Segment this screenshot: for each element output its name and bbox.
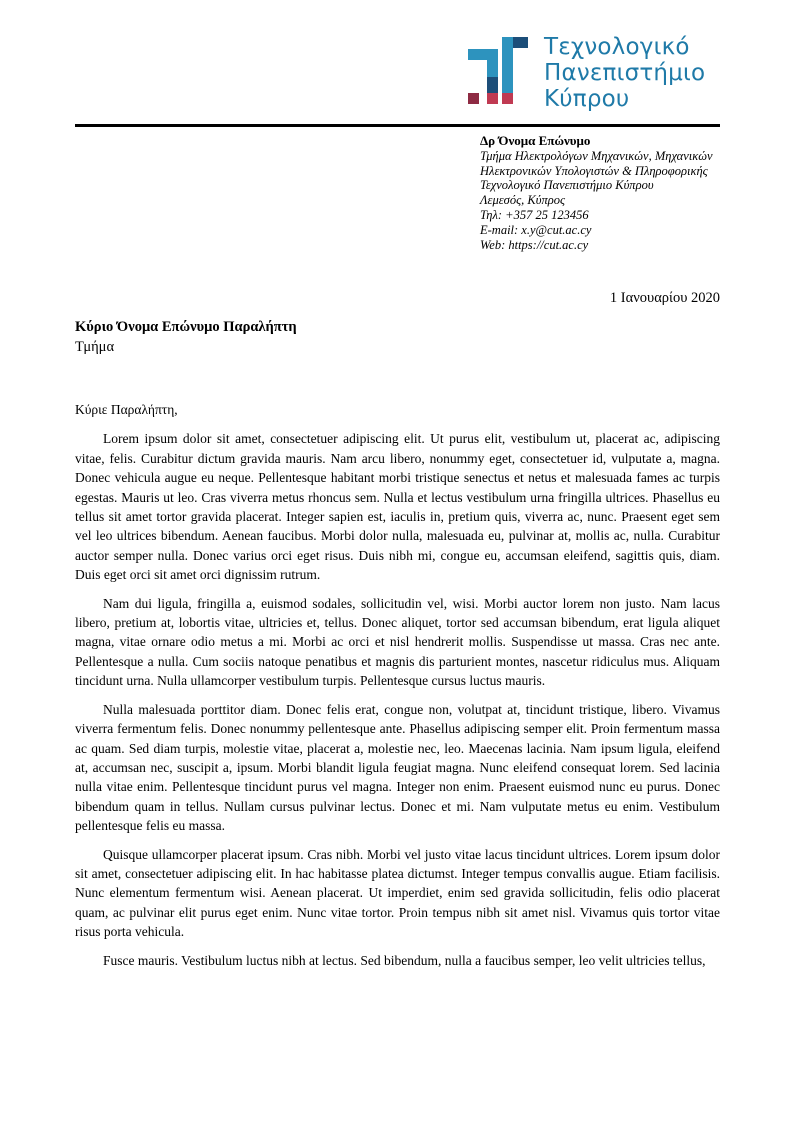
sender-university: Τεχνολογικό Πανεπιστήμιο Κύπρου bbox=[480, 178, 654, 193]
sender-department-line-1: Τμήμα Ηλεκτρολόγων Μηχανικών, Μηχανικών bbox=[480, 148, 713, 163]
sender-department-line-2: Ηλεκτρονικών Υπολογιστών & Πληροφορικής bbox=[480, 163, 708, 178]
recipient-name: Κύριο Όνομα Επώνυμο Παραλήπτη bbox=[75, 319, 297, 335]
letterhead bbox=[466, 30, 705, 112]
university-name-line-3: Κύπρου bbox=[544, 86, 630, 112]
sender-website: Web: https://cut.ac.cy bbox=[480, 237, 589, 252]
sender-email: E-mail: x.y@cut.ac.cy bbox=[480, 222, 592, 237]
body-paragraph-1: Lorem ipsum dolor sit amet, consectetuer adipiscing elit. Ut purus elit, vestibulum ut, placerat ac, adipiscing vitae, felis. Curabitur dictum gravida mauris. Nam arcu libero, nonummy eget, consectetuer id, vulputate a, magna. Donec vehicula augue eu neque. Pellentesque habitant morbi tristique senectus et netus et malesuada fames ac turpis egestas. Mauris ut leo. Cras viverra metus rhoncus sem. Nulla et lectus vestibulum urna fringilla ultrices. Phasellus eu tellus sit amet tortor gravida placerat. Integer sapien est, iaculis in, pretium quis, viverra ac, nunc. Praesent eget sem vel leo ultrices bibendum. Aenean faucibus. Morbi dolor nulla, malesuada eu, pulvinar at, mollis ac, nulla. Curabitur auctor semper nulla. Donec varius orci eget risus. Duis nibh mi, congue eu, accumsan eleifend, sagittis quis, diam. Duis eget orci sit amet orci dignissim rutrum. bbox=[75, 431, 720, 583]
body-paragraph-5: Fusce mauris. Vestibulum luctus nibh at lectus. Sed bibendum, nulla a faucibus semper, leo velit ultricies tellus, bbox=[103, 952, 706, 968]
sender-name: Δρ Όνομα Επώνυμο bbox=[480, 133, 591, 148]
sender-block bbox=[480, 134, 724, 252]
letter-body bbox=[75, 400, 720, 979]
letter-date: 1 Ιανουαρίου 2020 bbox=[609, 290, 720, 306]
body-paragraph-4: Quisque ullamcorper placerat ipsum. Cras nibh. Morbi vel justo vitae lacus tincidunt ultrices. Lorem ipsum dolor sit amet, consectetuer adipiscing elit. In hac habitasse platea dictumst. Integer tempus convallis augue. Etiam facilisis. Nunc elementum fermentum wisi. Aenean placerat. Ut imperdiet, enim sed gravida sollicitudin, felis odio placerat quam, ac pulvinar elit purus eget enim. Nunc vitae tortor. Proin tempus nibh sit amet nisl. Vivamus quis tortor vitae risus porta vehicula. bbox=[75, 846, 720, 940]
university-name-line-1: Τεχνολογικό bbox=[544, 34, 690, 60]
sender-location: Λεμεσός, Κύπρος bbox=[480, 193, 566, 208]
university-name bbox=[544, 30, 705, 112]
cut-logo-icon bbox=[466, 30, 530, 108]
salutation: Κύριε Παραλήπτη, bbox=[75, 402, 178, 417]
recipient-block bbox=[75, 317, 297, 357]
sender-phone: Τηλ: +357 25 123456 bbox=[480, 207, 589, 222]
header-divider bbox=[75, 124, 720, 127]
university-name-line-2: Πανεπιστήμιο bbox=[544, 60, 706, 86]
recipient-department: Τμήμα bbox=[75, 339, 115, 355]
body-paragraph-3: Nulla malesuada porttitor diam. Donec felis erat, congue non, volutpat at, tincidunt tristique, libero. Vivamus viverra fermentum felis. Donec nonummy pellentesque ante. Phasellus adipiscing semper elit. Proin fermentum massa ac quam. Sed diam turpis, molestie vitae, placerat a, molestie nec, leo. Maecenas lacinia. Nam ipsum ligula, eleifend at, accumsan nec, suscipit a, ipsum. Morbi blandit ligula feugiat magna. Nunc eleifend consequat lorem. Sed lacinia nulla vitae enim. Pellentesque tincidunt purus vel magna. Integer non enim. Praesent euismod nunc eu purus. Donec bibendum quam in tellus. Nullam cursus pulvinar lectus. Donec et mi. Nam vulputate metus eu enim. Vestibulum pellentesque felis eu massa. bbox=[75, 701, 720, 834]
body-paragraph-2: Nam dui ligula, fringilla a, euismod sodales, sollicitudin vel, wisi. Morbi auctor lorem non justo. Nam lacus libero, pretium at, lobortis vitae, ultricies et, tellus. Donec aliquet, tortor sed accumsan bibendum, erat ligula aliquet magna, vitae ornare odio metus a mi. Morbi ac orci et nisl hendrerit mollis. Suspendisse ut massa. Cras nec ante. Pellentesque a nulla. Cum sociis natoque penatibus et magnis dis parturient montes, nascetur ridiculus mus. Aliquam tincidunt urna. Nulla ullamcorper vestibulum turpis. Pellentesque cursus luctus mauris. bbox=[75, 595, 720, 689]
